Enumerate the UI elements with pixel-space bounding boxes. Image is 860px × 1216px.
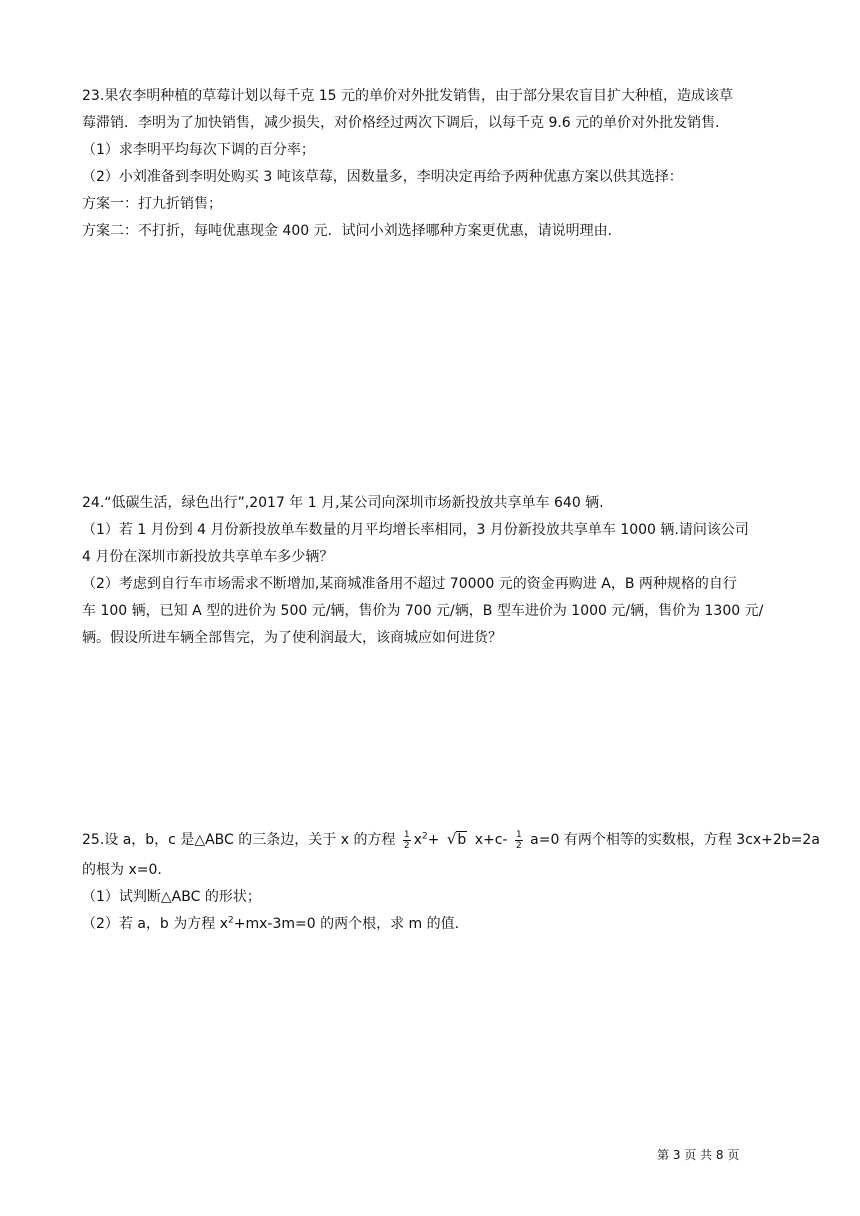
q23-part2: （2）小刘准备到李明处购买 3 吨该草莓，因数量多，李明决定再给予两种优惠方案以供其选择： (82, 169, 683, 185)
q24-part2-c: 辆。假设所进车辆全部售完，为了使利润最大，该商城应如何进货？ (82, 630, 502, 646)
x-term: x (413, 832, 422, 848)
fraction-one-half-2 (515, 830, 523, 851)
fraction-denominator: 2 (515, 840, 522, 851)
sqrt-argument: b (457, 832, 467, 848)
q25-line1-suffix: a=0 有两个相等的实数根，方程 3cx+2b=2a (530, 832, 820, 848)
fraction-denominator: 2 (403, 840, 410, 851)
exponent: 2 (228, 915, 234, 926)
exponent: 2 (421, 831, 428, 842)
q24-part2-a: （2）考虑到自行车市场需求不断增加,某商城准备用不超过 70000 元的资金再购进 A，B 两种规格的自行 (82, 576, 737, 592)
q24-part2-b: 车 100 辆，已知 A 型的进价为 500 元/辆，售价为 700 元/辆，B 型车进价为 1000 元/辆，售价为 1300 元/ (82, 603, 764, 619)
q25-line1 (82, 826, 820, 852)
q25-part2 (82, 914, 459, 934)
q24-line1: 24.“低碳生活，绿色出行”,2017 年 1 月,某公司向深圳市场新投放共享单车 640 辆. (82, 495, 604, 511)
radical-icon: √ (446, 830, 457, 848)
page-number: 第 3 页 共 8 页 (657, 1148, 740, 1162)
q23-line2: 莓滞销．李明为了加快销售，减少损失，对价格经过两次下调后，以每千克 9.6 元的单价对外批发销售． (82, 115, 730, 131)
q25-part1: （1）试判断△ABC 的形状； (82, 889, 261, 905)
fraction-one-half (403, 830, 411, 851)
q25-part2-suffix: +mx-3m=0 的两个根，求 m 的值. (233, 916, 460, 932)
q23-plan2: 方案二：不打折，每吨优惠现金 400 元．试问小刘选择哪种方案更优惠，请说明理由． (82, 223, 622, 239)
q24-part1-a: （1）若 1 月份到 4 月份新投放单车数量的月平均增长率相同，3 月份新投放共享单车 1000 辆.请问该公司 (82, 522, 749, 538)
plus-sign: + (427, 832, 440, 848)
q25-line1-prefix: 25.设 a，b，c 是△ABC 的三条边，关于 x 的方程 (82, 832, 396, 848)
q25-line2: 的根为 x=0. (82, 862, 162, 878)
middle-term: x+c- (474, 832, 508, 848)
q23-part1: （1）求李明平均每次下调的百分率； (82, 142, 315, 158)
q24-part1-b: 4 月份在深圳市新投放共享单车多少辆？ (82, 549, 334, 565)
square-root (447, 826, 467, 853)
q25-part2-prefix: （2）若 a，b 为方程 x (82, 916, 229, 932)
q23-plan1: 方案一：打九折销售； (82, 196, 222, 212)
q23-line1: 23.果农李明种植的草莓计划以每千克 15 元的单价对外批发销售，由于部分果农盲目扩大种植，造成该草 (82, 88, 733, 104)
fraction-numerator: 1 (515, 829, 522, 840)
fraction-numerator: 1 (403, 829, 410, 840)
